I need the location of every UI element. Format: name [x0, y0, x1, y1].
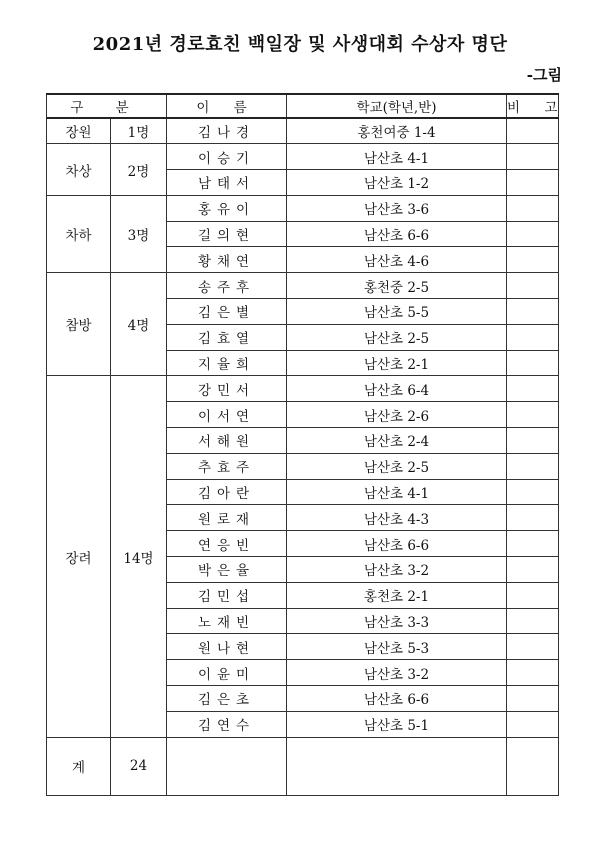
- student-name: 김은초: [167, 686, 287, 712]
- total-label: 계: [47, 737, 111, 795]
- awards-table-body: [47, 118, 559, 795]
- student-school: 홍천여중 1-4: [287, 118, 507, 144]
- student-name: 강민서: [167, 376, 287, 402]
- student-school: 남산초 2-6: [287, 402, 507, 428]
- student-name: 이서연: [167, 402, 287, 428]
- student-name: 길의현: [167, 221, 287, 247]
- student-name: 김은별: [167, 299, 287, 325]
- student-remarks: [507, 118, 559, 144]
- document-title: 2021년 경로효친 백일장 및 사생대회 수상자 명단: [92, 34, 508, 55]
- student-school: 남산초 4-6: [287, 247, 507, 273]
- student-remarks: [507, 660, 559, 686]
- student-remarks: [507, 711, 559, 737]
- total-empty-remarks: [507, 737, 559, 795]
- award-category: 장려: [47, 376, 111, 737]
- student-name: 원나현: [167, 634, 287, 660]
- award-category: 차하: [47, 195, 111, 272]
- student-name: 원로재: [167, 505, 287, 531]
- student-school: 남산초 5-3: [287, 634, 507, 660]
- award-category: 참방: [47, 273, 111, 376]
- header-category: 구 분: [47, 94, 167, 118]
- student-name: 남태서: [167, 170, 287, 196]
- student-remarks: [507, 531, 559, 557]
- student-remarks: [507, 634, 559, 660]
- student-name: 이승기: [167, 144, 287, 170]
- student-school: 남산초 5-1: [287, 711, 507, 737]
- student-name: 황채연: [167, 247, 287, 273]
- student-school: 남산초 4-1: [287, 144, 507, 170]
- student-remarks: [507, 195, 559, 221]
- table-row: [47, 195, 559, 221]
- student-remarks: [507, 324, 559, 350]
- student-name: 김민섭: [167, 582, 287, 608]
- student-remarks: [507, 428, 559, 454]
- student-remarks: [507, 299, 559, 325]
- total-row: [47, 737, 559, 795]
- student-school: 남산초 3-3: [287, 608, 507, 634]
- student-name: 김연수: [167, 711, 287, 737]
- student-remarks: [507, 557, 559, 583]
- student-remarks: [507, 505, 559, 531]
- awards-table: [46, 93, 568, 796]
- header-name: 이 름: [167, 94, 287, 118]
- student-remarks: [507, 247, 559, 273]
- student-name: 연응빈: [167, 531, 287, 557]
- student-name: 김효열: [167, 324, 287, 350]
- table-row: [47, 118, 559, 144]
- student-school: 홍천중 2-5: [287, 273, 507, 299]
- student-remarks: [507, 479, 559, 505]
- student-remarks: [507, 608, 559, 634]
- total-count: 24: [111, 737, 167, 795]
- award-count: 4명: [111, 273, 167, 376]
- student-name: 추효주: [167, 453, 287, 479]
- award-count: 14명: [111, 376, 167, 737]
- award-count: 3명: [111, 195, 167, 272]
- student-remarks: [507, 402, 559, 428]
- student-remarks: [507, 144, 559, 170]
- student-name: 김나경: [167, 118, 287, 144]
- award-category: 장원: [47, 118, 111, 144]
- total-empty-school: [287, 737, 507, 795]
- student-name: 서해원: [167, 428, 287, 454]
- student-name: 홍유이: [167, 195, 287, 221]
- student-name: 이윤미: [167, 660, 287, 686]
- student-school: 남산초 6-6: [287, 531, 507, 557]
- header-school: 학교(학년,반): [287, 94, 507, 118]
- student-remarks: [507, 582, 559, 608]
- student-school: 남산초 4-1: [287, 479, 507, 505]
- student-remarks: [507, 686, 559, 712]
- student-name: 지율희: [167, 350, 287, 376]
- table-row: [47, 144, 559, 170]
- student-school: 남산초 6-6: [287, 221, 507, 247]
- student-school: 홍천초 2-1: [287, 582, 507, 608]
- header-remarks: 비 고: [507, 94, 559, 118]
- student-school: 남산초 2-5: [287, 324, 507, 350]
- student-school: 남산초 6-4: [287, 376, 507, 402]
- table-row: [47, 273, 559, 299]
- student-remarks: [507, 376, 559, 402]
- student-school: 남산초 1-2: [287, 170, 507, 196]
- award-category: 차상: [47, 144, 111, 196]
- student-school: 남산초 4-3: [287, 505, 507, 531]
- student-remarks: [507, 170, 559, 196]
- student-school: 남산초 6-6: [287, 686, 507, 712]
- student-name: 김아란: [167, 479, 287, 505]
- student-school: 남산초 2-5: [287, 453, 507, 479]
- student-school: 남산초 5-5: [287, 299, 507, 325]
- student-school: 남산초 2-1: [287, 350, 507, 376]
- document-subtitle: -그림: [526, 66, 562, 84]
- student-remarks: [507, 221, 559, 247]
- award-count: 2명: [111, 144, 167, 196]
- table-row: [47, 376, 559, 402]
- student-school: 남산초 3-2: [287, 557, 507, 583]
- student-remarks: [507, 350, 559, 376]
- student-remarks: [507, 453, 559, 479]
- student-school: 남산초 3-2: [287, 660, 507, 686]
- student-name: 노재빈: [167, 608, 287, 634]
- award-count: 1명: [111, 118, 167, 144]
- student-school: 남산초 3-6: [287, 195, 507, 221]
- student-remarks: [507, 273, 559, 299]
- total-empty-name: [167, 737, 287, 795]
- student-name: 송주후: [167, 273, 287, 299]
- student-school: 남산초 2-4: [287, 428, 507, 454]
- student-name: 박은율: [167, 557, 287, 583]
